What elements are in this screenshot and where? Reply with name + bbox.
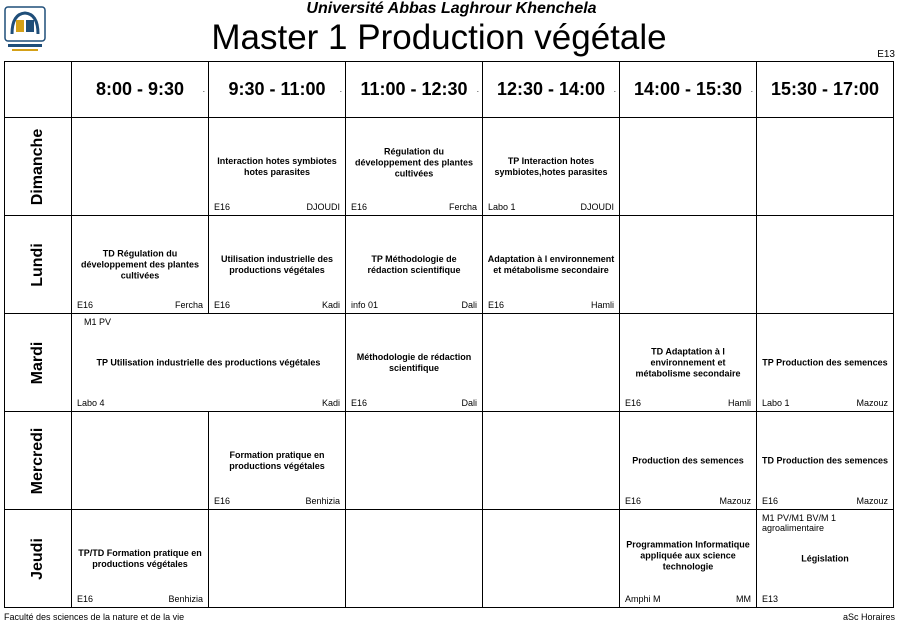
session-subject: Programmation Informatique appliquée aux science technologie	[626, 539, 750, 572]
dot-mark: .	[750, 85, 753, 94]
session-subject: Adaptation à l environnement et métabolisme secondaire	[487, 253, 615, 275]
day-label: Lundi	[29, 242, 46, 287]
session-subject: TP Production des semences	[762, 357, 888, 367]
session-teacher: Hamli	[727, 398, 751, 408]
session-cell[interactable]	[72, 510, 209, 608]
session-cell[interactable]	[620, 314, 757, 412]
day-row-mardi	[5, 314, 894, 412]
session-subject: TD Production des semences	[761, 455, 889, 465]
session-cell[interactable]	[209, 216, 346, 314]
time-slot-label: 8:00 - 9:30	[95, 79, 185, 99]
session-teacher: Kadi	[321, 398, 340, 408]
session-cell[interactable]	[209, 412, 346, 510]
time-slot-header	[757, 62, 894, 118]
university-name: Université Abbas Laghrour Khenchela	[306, 0, 597, 17]
dot-mark: .	[476, 85, 479, 94]
session-subject: TP Méthodologie de rédaction scientifique	[367, 253, 461, 275]
session-group: M1 PV	[84, 317, 112, 327]
session-room: E16	[351, 202, 368, 212]
session-room: E16	[762, 496, 779, 506]
time-slot-header	[483, 62, 620, 118]
session-teacher: DJOUDI	[306, 202, 340, 212]
empty-slot	[757, 216, 894, 314]
session-room: Labo 1	[488, 202, 516, 212]
day-label: Jeudi	[29, 537, 46, 580]
session-room: E16	[214, 496, 231, 506]
session-subject: Production des semences	[632, 455, 744, 465]
session-subject: TP Utilisation industrielle des productions végétales	[96, 357, 321, 367]
day-row-jeudi	[5, 510, 894, 608]
session-cell[interactable]	[346, 118, 483, 216]
day-label: Dimanche	[29, 128, 46, 205]
corner-cell	[5, 62, 72, 118]
session-teacher: Benhizia	[305, 496, 340, 506]
session-room: info 01	[351, 300, 379, 310]
empty-slot	[620, 118, 757, 216]
session-subject: Formation pratique en productions végétales	[229, 449, 325, 471]
session-teacher: Fercha	[448, 202, 477, 212]
empty-slot	[72, 412, 209, 510]
session-group: M1 PV/M1 BV/M 1 agroalimentaire	[762, 513, 837, 533]
session-teacher: Fercha	[174, 300, 203, 310]
session-subject: TD Régulation du développement des plantes cultivées	[80, 248, 200, 280]
header-row	[5, 62, 894, 118]
day-row-dimanche	[5, 118, 894, 216]
session-cell[interactable]	[757, 510, 894, 608]
session-room: Amphi M	[625, 594, 661, 604]
software-footer: aSc Horaires	[842, 612, 895, 622]
time-slot-label: 14:00 - 15:30	[633, 79, 743, 99]
session-room: E16	[214, 300, 231, 310]
day-label: Mardi	[29, 341, 46, 384]
session-cell[interactable]	[483, 118, 620, 216]
empty-slot	[620, 216, 757, 314]
time-slot-header	[620, 62, 757, 118]
dot-mark: .	[613, 85, 616, 94]
session-teacher: Mazouz	[856, 398, 888, 408]
time-slot-label: 11:00 - 12:30	[360, 79, 468, 99]
empty-slot	[757, 118, 894, 216]
session-room: E13	[762, 594, 779, 604]
session-teacher: Benhizia	[168, 594, 203, 604]
session-cell[interactable]	[483, 216, 620, 314]
session-cell[interactable]	[72, 314, 346, 412]
dot-mark: .	[339, 85, 342, 94]
session-teacher: Mazouz	[719, 496, 751, 506]
time-slot-label: 12:30 - 14:00	[496, 79, 606, 99]
empty-slot	[346, 412, 483, 510]
session-room: E16	[625, 496, 642, 506]
session-cell[interactable]	[209, 118, 346, 216]
session-cell[interactable]	[72, 216, 209, 314]
session-cell[interactable]	[620, 412, 757, 510]
session-subject: Méthodologie de rédaction scientifique	[356, 351, 472, 373]
session-teacher: Mazouz	[856, 496, 888, 506]
empty-slot	[483, 314, 620, 412]
day-label-cell	[5, 118, 72, 216]
session-room: E16	[214, 202, 231, 212]
day-label-cell	[5, 216, 72, 314]
timetable	[4, 61, 894, 608]
day-label: Mercredi	[29, 427, 46, 494]
dot-mark: .	[202, 85, 205, 94]
empty-slot	[346, 510, 483, 608]
session-teacher: DJOUDI	[580, 202, 614, 212]
time-slot-header	[72, 62, 209, 118]
empty-slot	[483, 510, 620, 608]
session-subject: TP Interaction hotes symbiotes,hotes parasites	[494, 155, 608, 177]
session-room: Labo 4	[77, 398, 105, 408]
empty-slot	[483, 412, 620, 510]
session-cell[interactable]	[346, 216, 483, 314]
session-cell[interactable]	[346, 314, 483, 412]
empty-slot	[209, 510, 346, 608]
session-room: Labo 1	[762, 398, 790, 408]
day-row-lundi	[5, 216, 894, 314]
day-row-mercredi	[5, 412, 894, 510]
session-subject: Utilisation industrielle des productions végétales	[220, 253, 334, 275]
session-teacher: Dali	[461, 300, 477, 310]
session-teacher: Hamli	[590, 300, 614, 310]
session-room: E16	[77, 300, 94, 310]
session-subject: TD Adaptation à l environnement et métabolisme secondaire	[635, 346, 741, 378]
session-room: E16	[77, 594, 94, 604]
session-teacher: Dali	[461, 398, 477, 408]
faculty-footer: Faculté des sciences de la nature et de la vie	[4, 612, 185, 622]
session-subject: Législation	[801, 553, 849, 563]
day-label-cell	[5, 412, 72, 510]
session-teacher: Kadi	[321, 300, 340, 310]
time-slot-label: 9:30 - 11:00	[228, 79, 326, 99]
day-label-cell	[5, 314, 72, 412]
page-title: Master 1 Production végétale	[211, 18, 667, 57]
time-slot-header	[346, 62, 483, 118]
room-code: E13	[877, 49, 895, 60]
time-slot-header	[209, 62, 346, 118]
time-slot-label: 15:30 - 17:00	[770, 79, 880, 99]
empty-slot	[72, 118, 209, 216]
session-cell[interactable]	[757, 412, 894, 510]
session-cell[interactable]	[757, 314, 894, 412]
session-subject: TP/TD Formation pratique en productions végétales	[78, 547, 202, 569]
session-cell[interactable]	[620, 510, 757, 608]
day-label-cell	[5, 510, 72, 608]
session-teacher: MM	[736, 594, 751, 604]
session-room: E16	[351, 398, 368, 408]
session-subject: Interaction hotes symbiotes hotes parasites	[217, 155, 337, 177]
session-subject: Régulation du développement des plantes cultivées	[354, 146, 474, 179]
session-room: E16	[625, 398, 642, 408]
session-room: E16	[488, 300, 505, 310]
